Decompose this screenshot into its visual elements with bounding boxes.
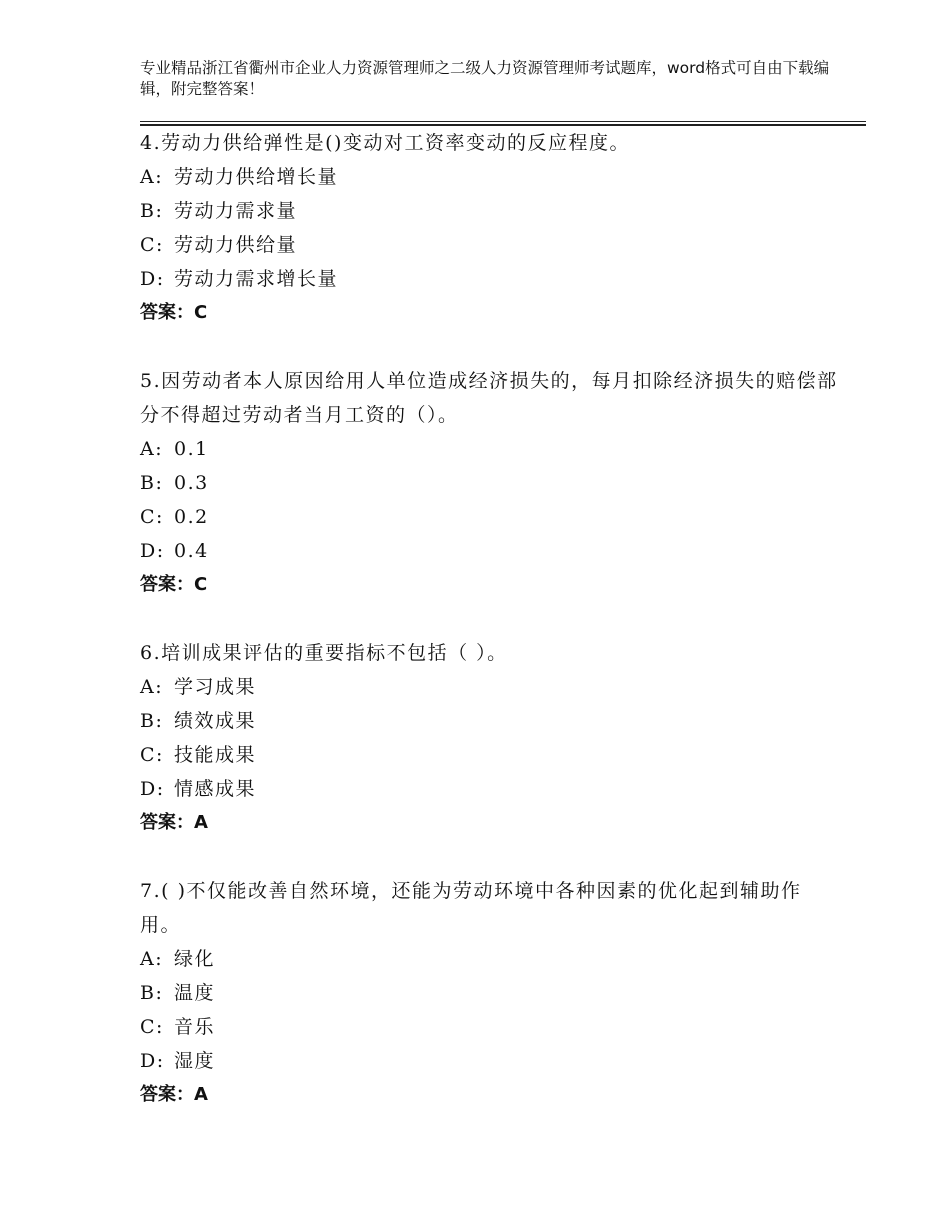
option-text: 绿化 <box>174 948 216 970</box>
question-7 <box>140 874 840 1112</box>
answer-label: 答案：C <box>140 574 208 595</box>
option-text: 劳动力需求增长量 <box>174 268 339 290</box>
question-stem: 4.劳动力供给弹性是()变动对工资率变动的反应程度。 <box>140 132 630 154</box>
option-b <box>140 704 840 738</box>
option-letter: B: <box>140 982 164 1004</box>
option-d <box>140 1044 840 1078</box>
option-text: 0.1 <box>174 438 209 460</box>
option-b <box>140 466 840 500</box>
option-letter: B: <box>140 200 164 222</box>
option-c <box>140 500 840 534</box>
header-divider <box>140 121 866 122</box>
option-letter: D: <box>140 540 165 562</box>
answer-label: 答案：C <box>140 302 208 323</box>
option-text: 技能成果 <box>174 744 257 766</box>
option-text: 劳动力供给增长量 <box>174 166 339 188</box>
option-a <box>140 432 840 466</box>
option-text: 温度 <box>174 982 216 1004</box>
option-letter: C: <box>140 506 164 528</box>
option-text: 0.3 <box>174 472 209 494</box>
option-text: 0.4 <box>174 540 209 562</box>
question-5 <box>140 364 840 602</box>
option-text: 湿度 <box>174 1050 216 1072</box>
option-a <box>140 670 840 704</box>
option-c <box>140 228 840 262</box>
option-b <box>140 976 840 1010</box>
option-letter: C: <box>140 234 164 256</box>
question-stem: 6.培训成果评估的重要指标不包括（ ）。 <box>140 642 508 664</box>
answer-label: 答案：A <box>140 812 208 833</box>
option-letter: B: <box>140 710 164 732</box>
option-letter: A: <box>140 166 164 188</box>
option-letter: C: <box>140 744 164 766</box>
option-letter: C: <box>140 1016 164 1038</box>
option-c <box>140 1010 840 1044</box>
option-letter: A: <box>140 438 164 460</box>
option-d <box>140 534 840 568</box>
option-d <box>140 772 840 806</box>
document-header: 专业精品浙江省衢州市企业人力资源管理师之二级人力资源管理师考试题库，word格式可自由下载编辑，附完整答案！ <box>140 59 830 98</box>
option-a <box>140 160 840 194</box>
option-text: 情感成果 <box>174 778 257 800</box>
option-letter: D: <box>140 1050 165 1072</box>
question-6 <box>140 636 840 840</box>
option-text: 学习成果 <box>174 676 257 698</box>
option-letter: A: <box>140 948 164 970</box>
question-4 <box>140 126 840 330</box>
option-letter: A: <box>140 676 164 698</box>
option-text: 劳动力供给量 <box>174 234 298 256</box>
option-text: 劳动力需求量 <box>174 200 298 222</box>
option-d <box>140 262 840 296</box>
option-b <box>140 194 840 228</box>
option-text: 0.2 <box>174 506 209 528</box>
option-letter: D: <box>140 268 165 290</box>
option-a <box>140 942 840 976</box>
question-list <box>140 126 840 1146</box>
option-c <box>140 738 840 772</box>
question-stem: 7.( )不仅能改善自然环境，还能为劳动环境中各种因素的优化起到辅助作用。 <box>140 880 802 936</box>
option-text: 音乐 <box>174 1016 216 1038</box>
question-stem: 5.因劳动者本人原因给用人单位造成经济损失的，每月扣除经济损失的赔偿部分不得超过劳动者当月工资的（）。 <box>140 370 838 426</box>
option-letter: B: <box>140 472 164 494</box>
option-letter: D: <box>140 778 165 800</box>
answer-label: 答案：A <box>140 1084 208 1105</box>
option-text: 绩效成果 <box>174 710 257 732</box>
